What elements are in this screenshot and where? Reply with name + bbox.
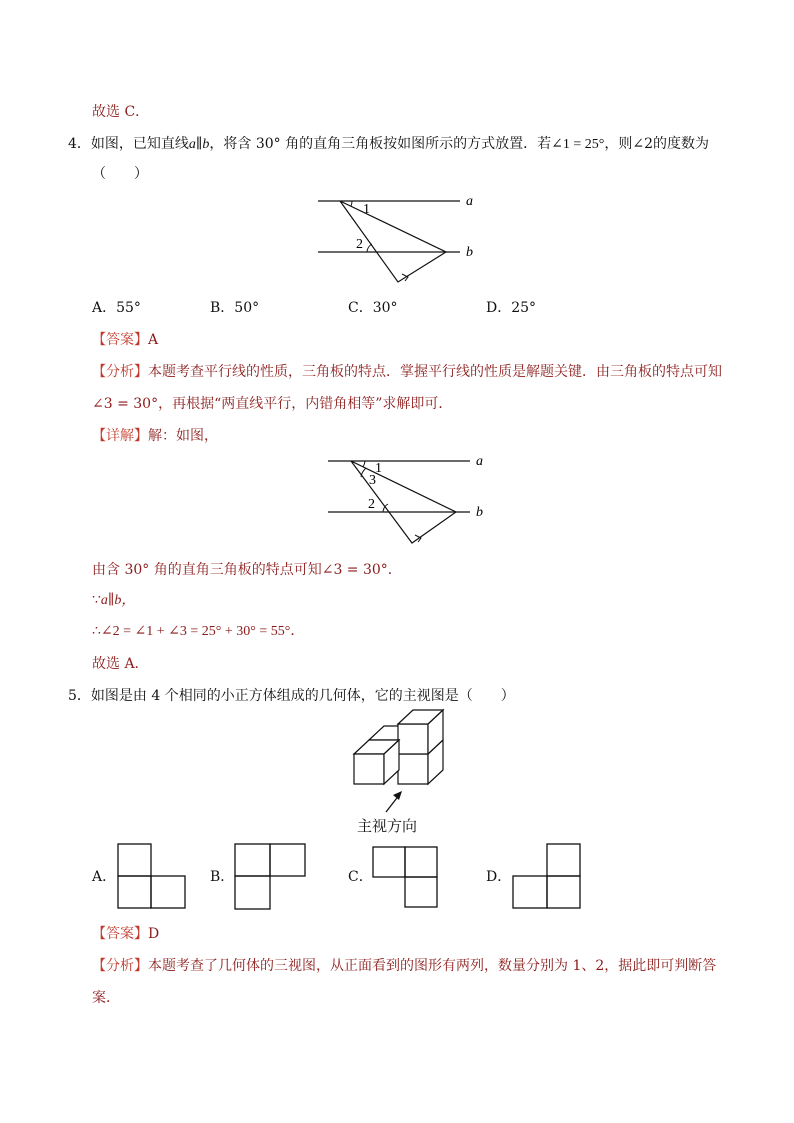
q4-paren: （ ） [92, 166, 148, 182]
q4-analysis-line1 [92, 362, 722, 382]
q4-step2 [92, 590, 135, 611]
q4-option-b[interactable]: B．50° [210, 300, 260, 316]
q5-option-b-figure[interactable] [234, 843, 306, 910]
q5-option-d-label[interactable]: D． [486, 869, 512, 885]
q4-stem-part-c: ，则∠2的度数为 [604, 136, 709, 152]
q5-option-a-label[interactable]: A． [92, 869, 117, 885]
q4-number: 4． [68, 136, 91, 152]
analysis-tag: 【分析】 [92, 958, 148, 974]
q4-analysis-line2: ∠3 = 30°，再根据“两直线平行，内错角相等”求解即可． [92, 396, 453, 412]
view-direction-label: 主视方向 [357, 817, 418, 835]
q5-option-b-label[interactable]: B． [210, 869, 235, 885]
q5-option-a-figure[interactable] [117, 843, 187, 909]
q4-detail-intro [92, 426, 218, 446]
q4-step1: 由含 30° 角的直角三角板的特点可知∠3 = 30°． [92, 562, 402, 578]
q4-stem [68, 134, 709, 155]
right-bottom-cube-front [398, 754, 428, 784]
q4-stem-relation: a∥b [188, 137, 210, 152]
q4-answer [92, 330, 158, 350]
q4-option-d[interactable]: D．25° [486, 300, 537, 316]
because-symbol: ∵ [92, 592, 101, 608]
angle-1-arc [363, 461, 365, 467]
angle-3-arc [361, 468, 366, 477]
line-a-label: a [466, 194, 473, 209]
q4-detail-figure [310, 450, 510, 550]
analysis-text: 本题考查平行线的性质，三角板的特点．掌握平行线的性质是解题关键．由三角板的特点可知 [148, 364, 722, 380]
angle-2-label: 2 [356, 237, 363, 252]
step3-text: ∠2 = ∠1 + ∠3 = 25° + 30° = 55°． [100, 624, 305, 639]
line-b-label: b [476, 505, 483, 520]
angle-1-label: 1 [375, 461, 382, 476]
analysis-text: 本题考查了几何体的三视图，从正面看到的图形有两列，数量分别为 1、2，据此即可判断答 [148, 958, 717, 974]
q5-option-d-figure[interactable] [512, 843, 582, 909]
q4-final: 故选 A． [92, 656, 149, 672]
answer-tag: 【答案】 [92, 332, 148, 348]
right-top-cube-front [398, 724, 428, 754]
q5-stem-text: 如图是由 4 个相同的小正方体组成的几何体，它的主视图是（ ） [90, 688, 515, 704]
triangle-ruler [351, 461, 456, 543]
q5-analysis-line2: 案． [92, 990, 120, 1006]
step2-text: a∥b， [100, 593, 136, 608]
q5-option-c-label[interactable]: C． [348, 869, 373, 885]
q4-stem-part-b: ，将含 30° 角的直角三角板按如图所示的方式放置．若 [209, 136, 552, 152]
q4-step3 [92, 621, 304, 642]
previous-answer: 故选 C． [92, 104, 150, 120]
front-cube-front [354, 754, 384, 784]
detail-intro-text: 解：如图， [148, 428, 218, 444]
view-arrow-head [393, 791, 402, 800]
answer-tag: 【答案】 [92, 926, 148, 942]
angle-3-label: 3 [369, 473, 376, 488]
analysis-tag: 【分析】 [92, 364, 148, 380]
q4-figure [300, 186, 500, 286]
detail-tag: 【详解】 [92, 428, 148, 444]
answer-value: D [148, 926, 160, 942]
q5-option-c-figure[interactable] [372, 846, 438, 908]
angle-1-arc [351, 201, 352, 206]
q5-cube-figure [340, 700, 460, 810]
q4-option-c[interactable]: C．30° [348, 300, 398, 316]
angle-1-label: 1 [363, 202, 370, 217]
q4-option-a[interactable]: A．55° [92, 300, 141, 316]
answer-value: A [148, 332, 159, 348]
line-b-label: b [466, 245, 473, 260]
q4-stem-part-a: 如图，已知直线 [90, 136, 189, 152]
therefore-symbol: ∴ [92, 623, 101, 639]
q4-stem-condition: ∠1 = 25° [551, 137, 605, 152]
angle-2-label: 2 [368, 497, 375, 512]
line-a-label: a [476, 454, 483, 469]
q5-analysis-line1 [92, 956, 716, 976]
q5-number: 5． [68, 688, 91, 704]
q5-answer [92, 924, 159, 944]
